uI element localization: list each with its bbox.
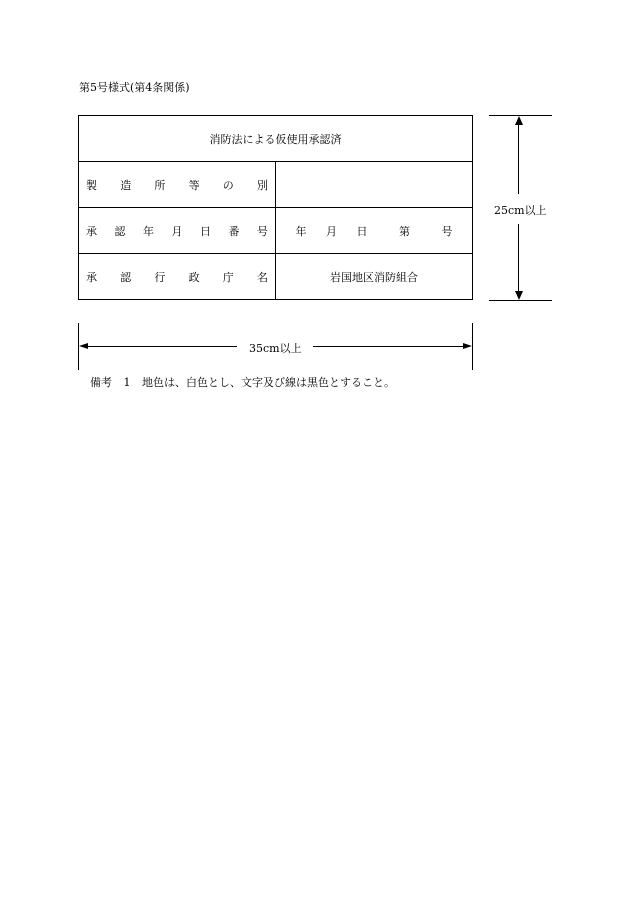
height-extension-line-bottom (489, 300, 552, 301)
table-row (79, 208, 473, 254)
width-extension-line-right (472, 323, 473, 370)
height-dimension-line-lower (518, 224, 519, 292)
note-number: 1 (123, 376, 131, 389)
row-value-authority-name: 岩国地区消防組合 (276, 254, 473, 300)
form-number-title: 第5号様式(第4条関係) (79, 81, 190, 94)
arrow-up-icon (515, 116, 523, 125)
width-dimension-line-right (313, 346, 464, 347)
table-row (79, 162, 473, 208)
arrow-down-icon (515, 291, 523, 300)
height-dimension-label: 25cm以上 (494, 204, 547, 217)
row-value-facility-type (276, 162, 473, 208)
row-label-approval-date-number: 承 認 年 月 日 番 号 (79, 208, 276, 254)
note-text: 地色は、白色とし、文字及び線は黒色とすること。 (142, 376, 395, 389)
width-dimension-label: 35cm以上 (249, 342, 302, 355)
table-row (79, 254, 473, 300)
width-dimension-line-left (87, 346, 237, 347)
arrow-right-icon (463, 343, 472, 349)
row-label-authority-name: 承 認 行 政 庁 名 (79, 254, 276, 300)
height-dimension-line-upper (518, 124, 519, 194)
row-value-approval-date-number: 年 月 日 第 号 (276, 208, 473, 254)
note-prefix: 備考 (90, 376, 112, 389)
arrow-left-icon (79, 343, 88, 349)
remarks-note (90, 374, 403, 390)
sign-header: 消防法による仮使用承認済 (79, 116, 473, 162)
row-label-facility-type: 製 造 所 等 の 別 (79, 162, 276, 208)
sign-specification-table (78, 115, 473, 300)
